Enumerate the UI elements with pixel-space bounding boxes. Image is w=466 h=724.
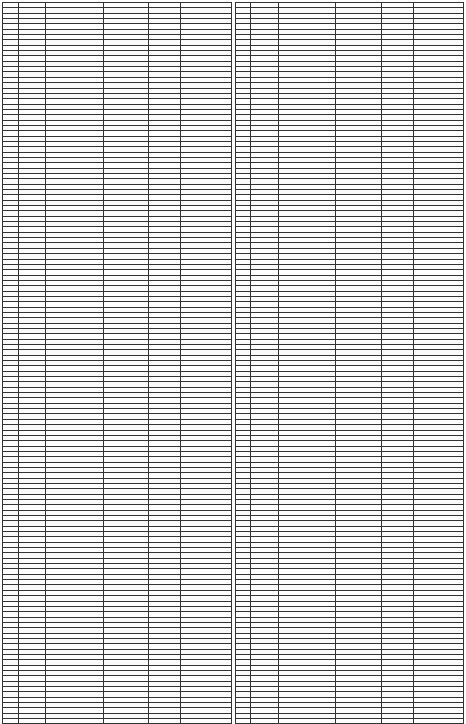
table-cell	[336, 719, 382, 724]
table-cell	[381, 719, 413, 724]
left-table-panel	[2, 2, 232, 598]
table-cell	[278, 719, 335, 724]
table-cell	[18, 719, 45, 724]
right-table-body	[235, 3, 464, 724]
right-data-table	[235, 2, 465, 724]
table-cell	[181, 719, 231, 724]
table-cell	[103, 719, 149, 724]
table-cell	[251, 719, 278, 724]
table-cell	[149, 719, 181, 724]
right-table-panel	[235, 2, 465, 598]
table-row	[3, 719, 232, 724]
table-row	[235, 719, 464, 724]
table-cell	[413, 719, 463, 724]
table-cell	[46, 719, 103, 724]
left-data-table	[2, 2, 232, 724]
table-cell	[3, 719, 19, 724]
table-cell	[235, 719, 251, 724]
left-table-body	[3, 3, 232, 724]
